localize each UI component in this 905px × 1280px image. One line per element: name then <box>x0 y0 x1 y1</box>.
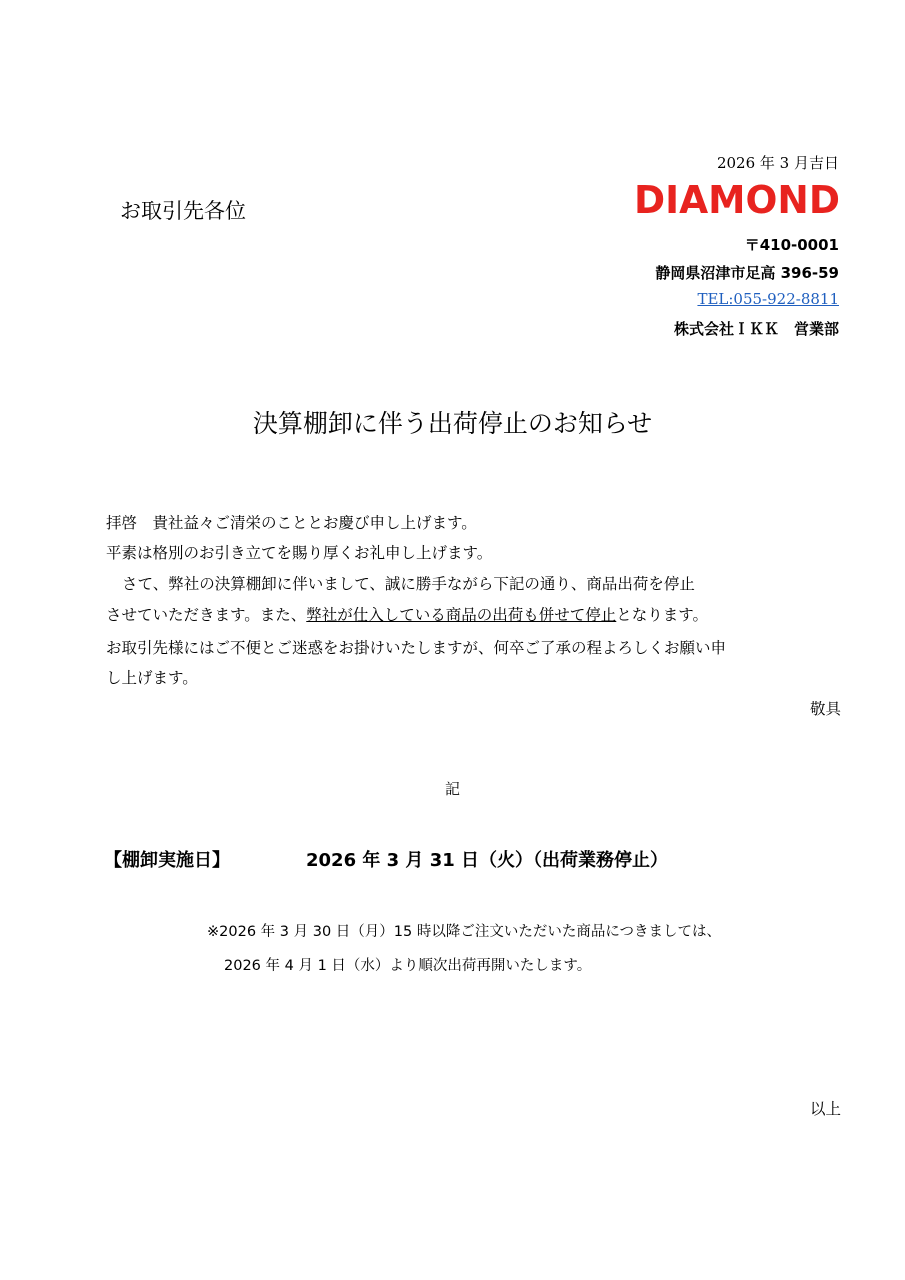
note-line: 2026 年 4 月 1 日（水）より順次出荷再開いたします。 <box>224 958 592 974</box>
underlined-text: 弊社が仕入している商品の出荷も併せて停止 <box>306 606 617 624</box>
diamond-logo <box>632 180 842 220</box>
schedule-label: 【棚卸実施日】 <box>104 850 230 871</box>
body-line: 平素は格別のお引き立てを賜り厚くお礼申し上げます。 <box>106 544 493 562</box>
phone-link[interactable]: TEL:055-922-8811 <box>697 290 839 308</box>
postal-code: 〒410-0001 <box>744 236 839 254</box>
body-line: し上げます。 <box>106 669 198 687</box>
note-line: ※2026 年 3 月 30 日（月）15 時以降ご注文いただいた商品につきましては、 <box>207 924 722 940</box>
svg-text:DIAMOND: DIAMOND <box>634 180 840 220</box>
recipient-heading: お取引先各位 <box>120 199 246 223</box>
body-line: お取引先様にはご不便とご迷惑をお掛けいたしますが、何卒ご了承の程よろしくお願い申 <box>106 639 727 657</box>
sender-address: 静岡県沼津市足高 396-59 <box>655 264 839 282</box>
body-line: 拝啓 貴社益々ご清栄のこととお慶び申し上げます。 <box>106 514 477 532</box>
sender-company: 株式会社ＩＫＫ 営業部 <box>673 320 839 338</box>
document-title: 決算棚卸に伴う出荷停止のお知らせ <box>252 409 653 438</box>
section-marker: 記 <box>444 780 460 798</box>
end-marker: 以上 <box>809 1100 841 1118</box>
closing-word: 敬具 <box>809 700 841 718</box>
body-line <box>106 603 708 625</box>
body-line: さて、弊社の決算棚卸に伴いまして、誠に勝手ながら下記の通り、商品出荷を停止 <box>122 575 695 593</box>
document-date: 2026 年 3 月吉日 <box>716 154 839 172</box>
body-text: させていただきます。また、 <box>106 606 307 624</box>
schedule-date: 2026 年 3 月 31 日（火）（出荷業務停止） <box>306 850 669 871</box>
body-text: となります。 <box>616 606 709 624</box>
sender-phone[interactable] <box>697 290 839 308</box>
